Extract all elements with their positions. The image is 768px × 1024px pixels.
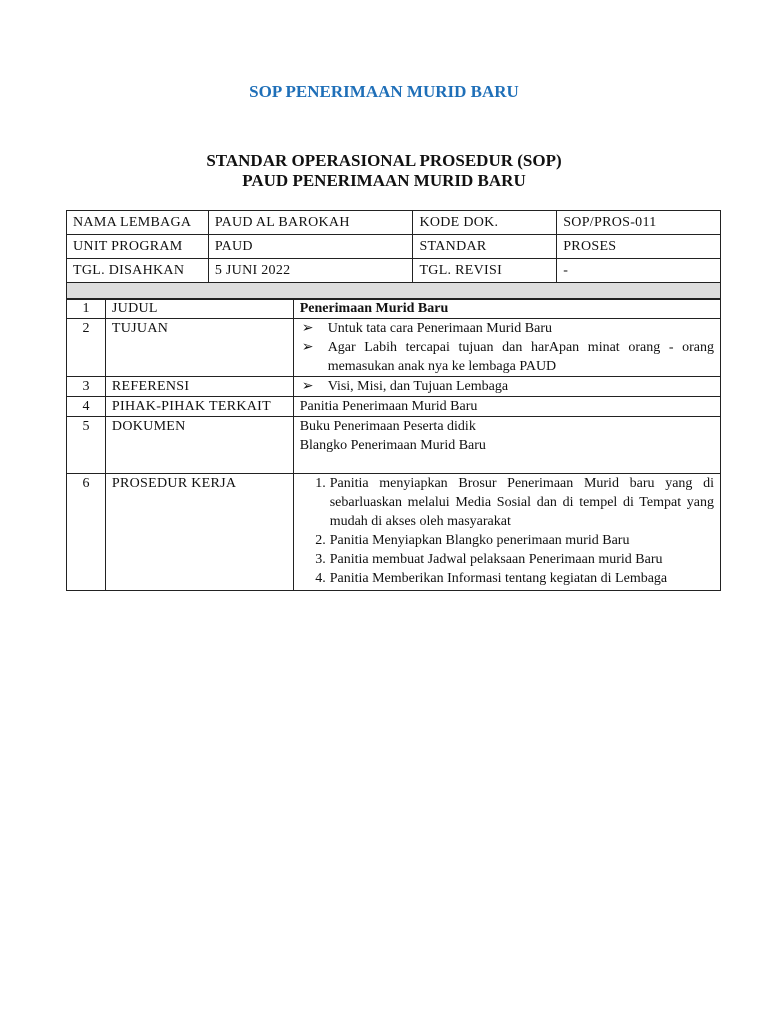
list-item <box>300 531 720 550</box>
row-label: PIHAK-PIHAK TERKAIT <box>105 397 293 417</box>
step-text: Panitia menyiapkan Brosur Penerimaan Murid baru yang di sebarluaskan melalui Media Sosial dan di tempel di Tempat yang mudah di akses oleh masyarakat <box>329 476 714 529</box>
row-value <box>293 474 720 591</box>
document-line: Buku Penerimaan Peserta didik <box>299 419 476 434</box>
table-row <box>67 397 721 417</box>
meta-table <box>66 210 721 283</box>
meta-row <box>67 235 721 259</box>
step-text: Panitia Menyiapkan Blangko penerimaan murid Baru <box>329 533 630 548</box>
row-value: Penerimaan Murid Baru <box>293 299 720 319</box>
separator-cell <box>67 283 721 300</box>
row-number: 3 <box>67 377 106 397</box>
row-number: 2 <box>67 319 106 377</box>
row-number: 1 <box>67 299 106 319</box>
row-number: 5 <box>67 417 106 474</box>
row-value <box>293 319 720 377</box>
meta-row <box>67 259 721 283</box>
step-number: 3. <box>315 552 326 567</box>
row-value <box>293 417 720 474</box>
table-row <box>67 299 721 319</box>
table-row <box>67 474 721 591</box>
step-text: Panitia Memberikan Informasi tentang kegiatan di Lembaga <box>329 571 668 586</box>
meta-value: PAUD <box>208 235 413 259</box>
row-value: Panitia Penerimaan Murid Baru <box>293 397 720 417</box>
row-value <box>293 377 720 397</box>
procedure-table <box>66 298 721 591</box>
table-row <box>67 319 721 377</box>
row-label: TUJUAN <box>105 319 293 377</box>
arrow-bullet-icon: ➢ <box>301 340 314 355</box>
meta-label: NAMA LEMBAGA <box>67 211 209 235</box>
row-label: REFERENSI <box>105 377 293 397</box>
meta-label: STANDAR <box>413 235 557 259</box>
row-label: PROSEDUR KERJA <box>105 474 293 591</box>
list-item <box>300 569 720 588</box>
title-line-2: PAUD PENERIMAAN MURID BARU <box>242 171 526 190</box>
row-number: 4 <box>67 397 106 417</box>
meta-value: PAUD AL BAROKAH <box>208 211 413 235</box>
row-label: DOKUMEN <box>105 417 293 474</box>
list-item-text: Visi, Misi, dan Tujuan Lembaga <box>327 379 509 394</box>
row-number: 6 <box>67 474 106 591</box>
meta-value: SOP/PROS-011 <box>557 211 721 235</box>
step-number: 4. <box>315 571 326 586</box>
meta-row <box>67 211 721 235</box>
meta-label: TGL. REVISI <box>413 259 557 283</box>
meta-label: TGL. DISAHKAN <box>67 259 209 283</box>
meta-value: - <box>557 259 721 283</box>
document-line: Blangko Penerimaan Murid Baru <box>299 438 486 453</box>
step-text: Panitia membuat Jadwal pelaksaan Penerimaan murid Baru <box>329 552 663 567</box>
step-number: 2. <box>315 533 326 548</box>
meta-label: KODE DOK. <box>413 211 557 235</box>
arrow-bullet-icon: ➢ <box>301 379 314 394</box>
list-item-text: Agar Labih tercapai tujuan dan harApan minat orang - orang memasukan anak nya ke lembaga PAUD <box>327 340 714 374</box>
table-row <box>67 417 721 474</box>
list-item <box>300 377 720 396</box>
step-number: 1. <box>315 476 326 491</box>
list-item <box>300 319 720 338</box>
meta-value: 5 JUNI 2022 <box>208 259 413 283</box>
document-title <box>0 151 768 191</box>
arrow-bullet-icon: ➢ <box>301 321 314 336</box>
row-label: JUDUL <box>105 299 293 319</box>
meta-label: UNIT PROGRAM <box>67 235 209 259</box>
page-heading: SOP PENERIMAAN MURID BARU <box>249 82 519 101</box>
meta-value: PROSES <box>557 235 721 259</box>
list-item <box>300 474 720 531</box>
list-item-text: Untuk tata cara Penerimaan Murid Baru <box>327 321 552 336</box>
table-row <box>67 377 721 397</box>
list-item <box>300 338 720 376</box>
title-line-1: STANDAR OPERASIONAL PROSEDUR (SOP) <box>206 151 562 170</box>
list-item <box>300 550 720 569</box>
